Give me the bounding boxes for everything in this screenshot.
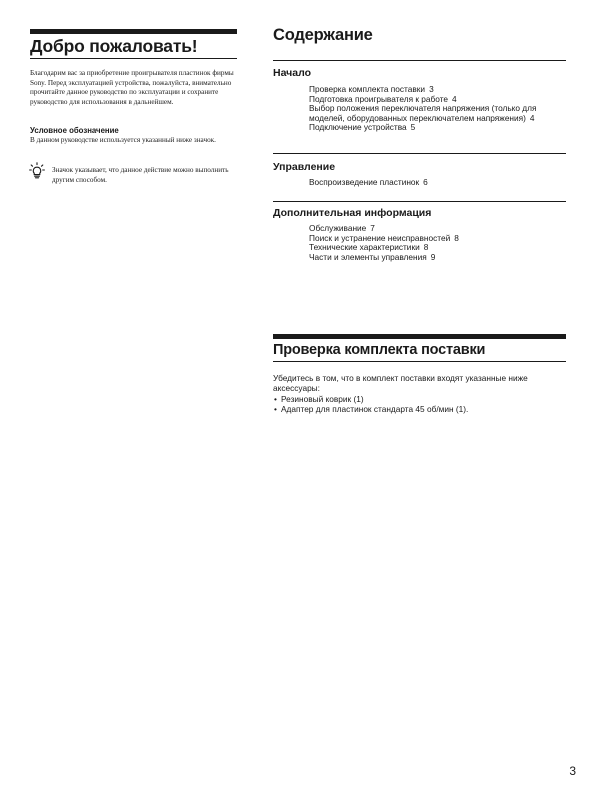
welcome-title: Добро пожаловать! — [30, 36, 198, 56]
section-rule — [273, 201, 566, 202]
toc-list — [309, 224, 569, 262]
toc-item-label: Поиск и устранение неисправностей — [309, 232, 451, 243]
page-number: 3 — [569, 764, 576, 778]
toc-list — [309, 178, 569, 188]
package-check-title: Проверка комплекта поставки — [273, 342, 486, 358]
toc-item-label: Подключение устройства — [309, 122, 407, 133]
toc-item-page: 4 — [452, 93, 457, 104]
bullet: • — [274, 404, 277, 415]
list-item — [273, 394, 566, 404]
toc-item-label: Проверка комплекта поставки — [309, 84, 426, 94]
toc-section-title: Начало — [273, 67, 312, 79]
welcome-top-rule — [30, 29, 237, 34]
convention-text: В данном руководстве используется указанный ниже значок. — [30, 136, 216, 144]
toc-section-title: Дополнительная информация — [273, 207, 432, 219]
convention-heading: Условное обозначение — [30, 126, 119, 135]
list-item — [273, 404, 566, 414]
toc-item[interactable] — [309, 253, 569, 263]
toc-item-label: Части и элементы управления — [309, 251, 427, 262]
toc-item-page: 3 — [429, 84, 434, 94]
toc-item-page: 8 — [423, 242, 429, 253]
list-item-text: Адаптер для пластинок стандарта 45 об/мин (1). — [281, 404, 469, 415]
bullet: • — [274, 394, 277, 404]
section-rule — [273, 153, 566, 154]
welcome-title-underline — [30, 58, 237, 59]
toc-item-page: 5 — [410, 122, 416, 133]
toc-item-label: Воспроизведение пластинок — [309, 177, 420, 187]
toc-item-label: Технические характеристики — [309, 242, 420, 253]
lightbulb-hint-icon — [29, 162, 45, 179]
section-rule — [273, 60, 566, 61]
toc-list — [309, 85, 569, 133]
toc-section-title: Управление — [273, 161, 336, 173]
hint-text: Значок указывает, что данное действие можно выполнить другим способом. — [52, 166, 229, 184]
package-check-top-rule — [273, 334, 566, 339]
toc-item[interactable] — [309, 123, 569, 133]
package-check-intro: Убедитесь в том, что в комплект поставки входят указанные ниже аксессуары: — [273, 373, 528, 394]
welcome-intro-text: Благодарим вас за приобретение проигрывателя пластинок фирмы Sony. Перед эксплуатацией устройства, пожалуйста, внимательно прочитайте данное руководство по эксплуатации и сохраните руководство для использования в дальнейшем. — [30, 69, 234, 106]
toc-item-page: 6 — [423, 177, 428, 187]
toc-item-label: Обслуживание — [309, 223, 367, 233]
package-check-title-underline — [273, 361, 566, 362]
toc-item-page: 4 — [529, 112, 535, 123]
list-item-text: Резиновый коврик (1) — [281, 394, 364, 404]
toc-item-page: 7 — [370, 223, 375, 233]
contents-title: Содержание — [273, 26, 373, 44]
toc-item-label: Подготовка проигрывателя к работе — [309, 93, 449, 104]
package-check-list — [273, 394, 566, 414]
toc-item[interactable] — [309, 178, 569, 188]
toc-item-page: 9 — [430, 251, 436, 262]
toc-item-label: Выбор положения переключателя напряжения (только для моделей, оборудованных переключателем напряжения) — [309, 103, 537, 123]
toc-item-page: 8 — [454, 232, 459, 243]
toc-item[interactable] — [309, 104, 569, 123]
